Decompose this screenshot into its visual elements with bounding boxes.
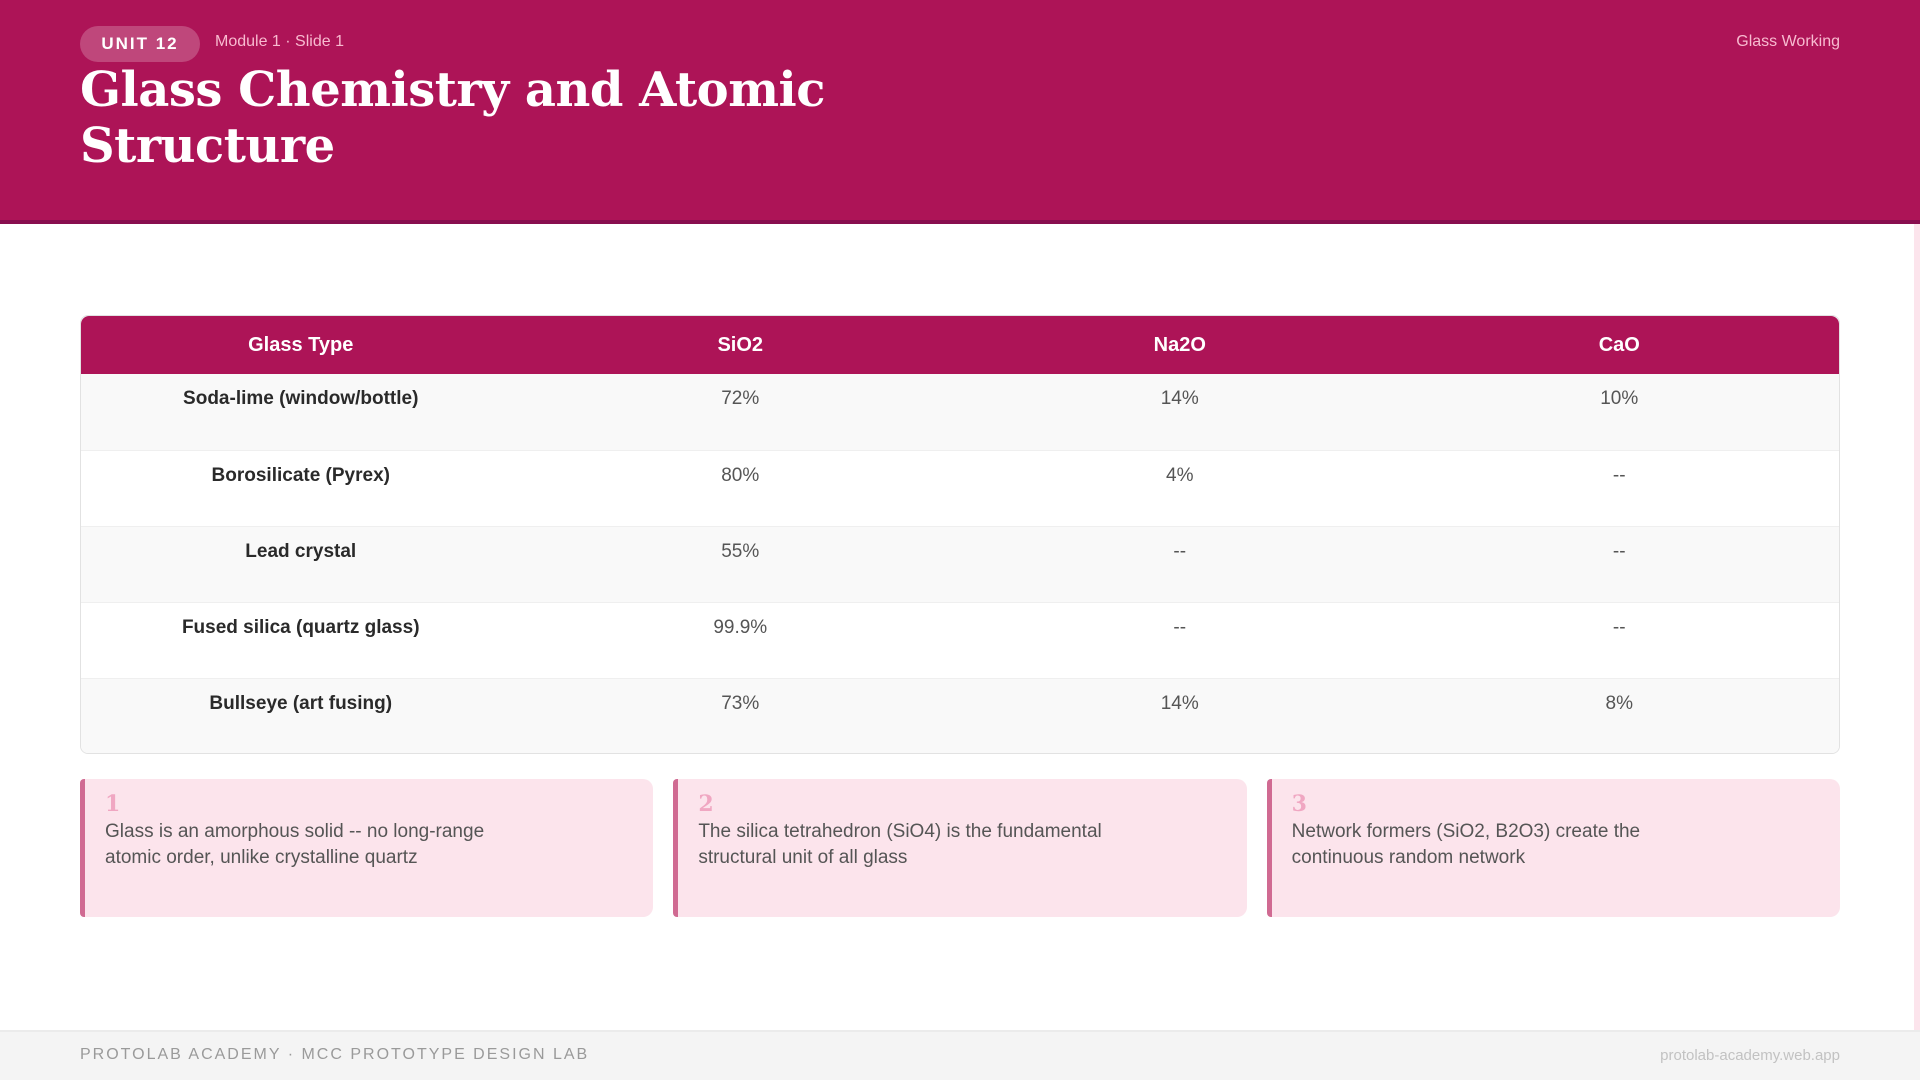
key-point-card	[673, 779, 1246, 917]
page-title: Glass Chemistry and Atomic Structure	[80, 62, 825, 174]
cell-sio2: 73%	[721, 693, 760, 714]
course-label: Glass Working	[1736, 33, 1840, 50]
key-point-text: Network formers (SiO2, B2O3) create the continuous random network	[1291, 821, 1641, 868]
table-header-row	[81, 316, 1839, 374]
cell-glass-type: Soda-lime (window/bottle)	[183, 388, 419, 409]
cell-glass-type: Borosilicate (Pyrex)	[211, 465, 390, 486]
composition-table	[80, 315, 1840, 754]
column-header-na2o: Na2O	[1153, 333, 1206, 356]
cell-na2o: 4%	[1166, 465, 1194, 486]
cell-sio2: 55%	[721, 541, 760, 562]
breadcrumb: Module 1 · Slide 1	[215, 33, 344, 50]
table-row	[81, 526, 1839, 602]
column-header-sio2: SiO2	[717, 333, 764, 356]
cell-glass-type: Bullseye (art fusing)	[209, 693, 393, 714]
cell-cao: --	[1612, 465, 1626, 486]
footer-org: PROTOLAB ACADEMY · MCC PROTOTYPE DESIGN LAB	[80, 1046, 590, 1063]
key-point-number: 3	[1291, 791, 1307, 817]
cell-cao: 8%	[1605, 693, 1633, 714]
key-point-card	[1267, 779, 1840, 917]
table-row	[81, 602, 1839, 678]
unit-badge: UNIT 12	[80, 26, 200, 62]
column-header-cao: CaO	[1598, 333, 1640, 356]
cell-cao: 10%	[1600, 388, 1639, 409]
table-row	[81, 374, 1839, 450]
table-row	[81, 450, 1839, 526]
cell-na2o: --	[1173, 541, 1187, 562]
key-point-text: The silica tetrahedron (SiO4) is the fundamental structural unit of all glass	[698, 821, 1102, 868]
cell-glass-type: Lead crystal	[245, 541, 357, 562]
cell-na2o: 14%	[1160, 693, 1199, 714]
key-point-number: 2	[698, 791, 714, 817]
slide-header	[0, 0, 1920, 224]
slide-footer	[0, 1030, 1920, 1080]
cell-glass-type: Fused silica (quartz glass)	[181, 617, 420, 638]
key-point-text: Glass is an amorphous solid -- no long-range atomic order, unlike crystalline quartz	[105, 821, 485, 868]
key-points	[80, 779, 1840, 917]
cell-sio2: 72%	[721, 388, 760, 409]
key-point-card	[80, 779, 653, 917]
cell-cao: --	[1612, 541, 1626, 562]
footer-url: protolab-academy.web.app	[1660, 1047, 1840, 1064]
side-accent-strip	[1914, 224, 1920, 1030]
column-header-glass-type: Glass Type	[248, 333, 354, 356]
cell-na2o: --	[1173, 617, 1187, 638]
cell-sio2: 80%	[721, 465, 760, 486]
cell-na2o: 14%	[1160, 388, 1199, 409]
cell-sio2: 99.9%	[713, 617, 768, 638]
cell-cao: --	[1612, 617, 1626, 638]
table-body	[81, 374, 1839, 754]
key-point-number: 1	[105, 791, 121, 817]
table-row	[81, 678, 1839, 754]
